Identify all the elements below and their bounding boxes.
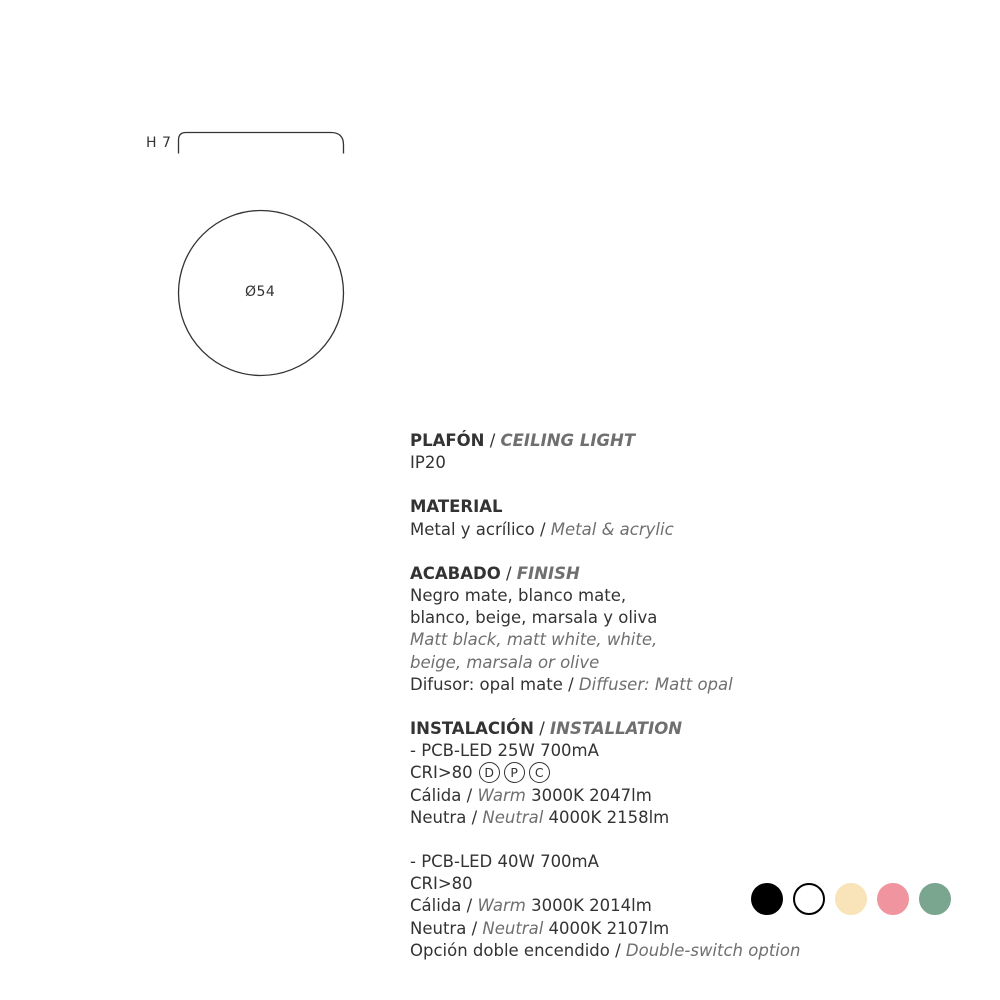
diameter-label: Ø54 bbox=[245, 284, 276, 300]
finish-swatches bbox=[751, 883, 951, 915]
finish-es-line-2: blanco, beige, marsala y oliva bbox=[410, 608, 658, 628]
led2-model: - PCB-LED 40W 700mA bbox=[410, 852, 599, 872]
technical-drawing bbox=[0, 0, 1000, 420]
finish-en-line-1: Matt black, matt white, white, bbox=[410, 630, 658, 650]
led1-warm: Cálida / Warm 3000K 2047lm bbox=[410, 785, 652, 805]
diffuser-line: Difusor: opal mate / Diffuser: Matt opal bbox=[410, 674, 733, 694]
double-switch-option: Opción doble encendido / Double-switch option bbox=[410, 940, 801, 960]
finish-en-line-2: beige, marsala or olive bbox=[410, 652, 600, 672]
led1-cri: CRI>80 D P C bbox=[410, 762, 830, 784]
material-value: Metal y acrílico / Metal & acrylic bbox=[410, 519, 674, 539]
ip-rating: IP20 bbox=[410, 453, 446, 473]
swatch-blanco-mate bbox=[793, 883, 825, 915]
led2-cri: CRI>80 bbox=[410, 874, 473, 894]
swatch-beige bbox=[835, 883, 867, 915]
led1-neutral: Neutra / Neutral 4000K 2158lm bbox=[410, 807, 670, 827]
installation-heading: INSTALACIÓN / INSTALLATION bbox=[410, 719, 683, 739]
swatch-negro-mate bbox=[751, 883, 783, 915]
finish-heading: ACABADO / FINISH bbox=[410, 563, 580, 583]
finish-es-line-1: Negro mate, blanco mate, bbox=[410, 586, 627, 606]
led2-warm: Cálida / Warm 3000K 2014lm bbox=[410, 896, 652, 916]
led2-neutral: Neutra / Neutral 4000K 2107lm bbox=[410, 918, 670, 938]
led1-model: - PCB-LED 25W 700mA bbox=[410, 741, 599, 761]
badge-d-icon: D bbox=[479, 762, 500, 783]
badge-c-icon: C bbox=[529, 762, 550, 783]
type-heading: PLAFÓN / CEILING LIGHT bbox=[410, 431, 636, 450]
cri-badges bbox=[473, 763, 550, 782]
badge-p-icon: P bbox=[504, 762, 525, 783]
swatch-marsala bbox=[877, 883, 909, 915]
swatch-oliva bbox=[919, 883, 951, 915]
material-heading: MATERIAL bbox=[410, 497, 503, 517]
height-label: H 7 bbox=[146, 135, 172, 151]
side-profile bbox=[179, 133, 344, 154]
